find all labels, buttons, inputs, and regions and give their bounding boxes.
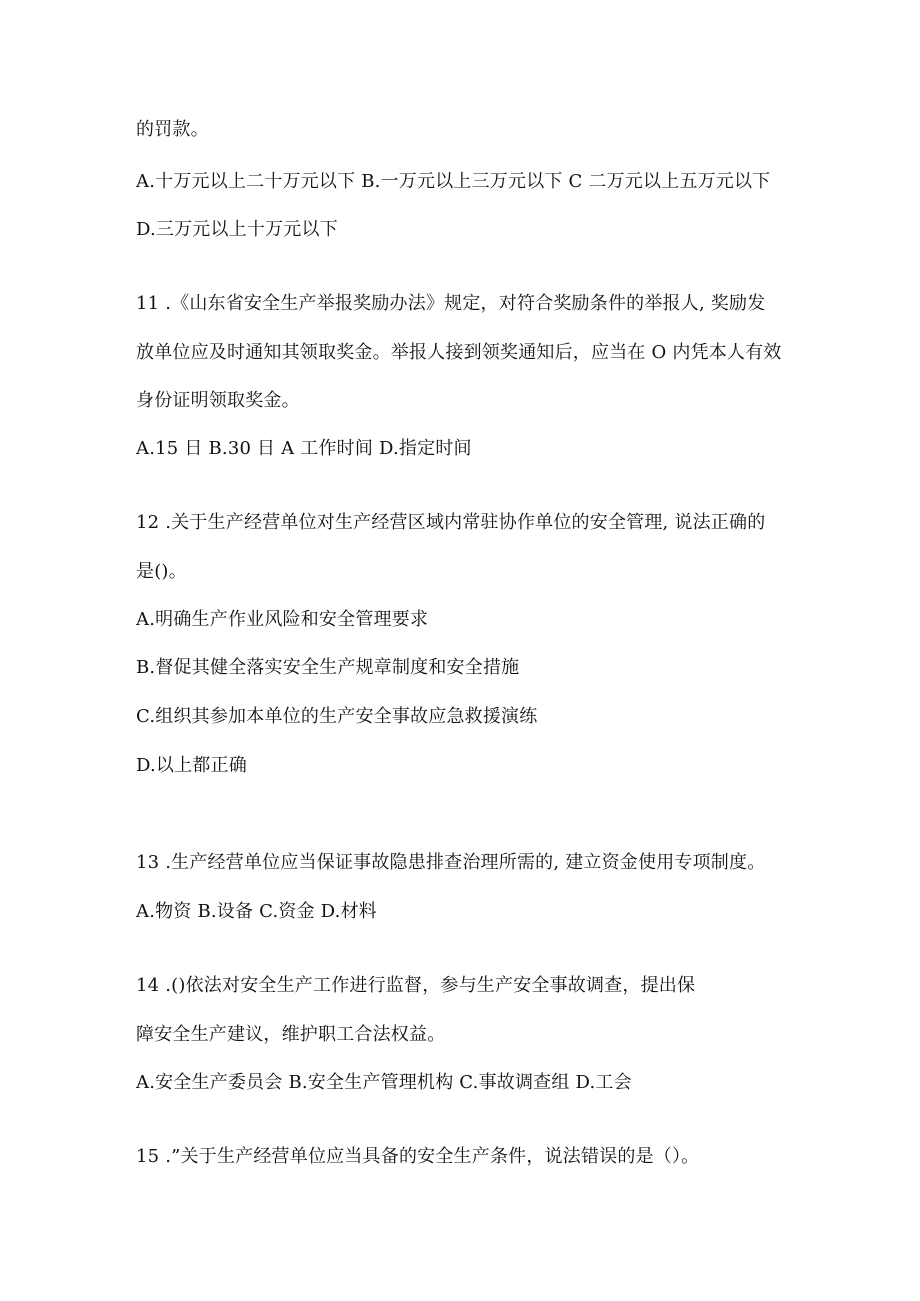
text-line-q12-option-d: D.以上都正确 bbox=[136, 755, 247, 776]
text-line-q10-option-d: D.三万元以上十万元以下 bbox=[136, 219, 338, 240]
text-line-q11-stem-3: 身份证明领取奖金。 bbox=[136, 390, 300, 411]
text-line-q12-stem-1: 12 .关于生产经营单位对生产经营区域内常驻协作单位的安全管理, 说法正确的 bbox=[136, 512, 766, 533]
text-line-q14-options: A.安全生产委员会 B.安全生产管理机构 C.事故调查组 D.工会 bbox=[136, 1072, 632, 1093]
text-line-q12-stem-2: 是()。 bbox=[136, 561, 187, 582]
text-line-penalty-end: 的罚款。 bbox=[136, 119, 209, 140]
text-line-q11-options: A.15 日 B.30 日 A 工作时间 D.指定时间 bbox=[136, 438, 472, 459]
text-line-q12-option-c: C.组织其参加本单位的生产安全事故应急救援演练 bbox=[136, 706, 538, 727]
text-line-q12-option-b: B.督促其健全落实安全生产规章制度和安全措施 bbox=[136, 657, 520, 678]
text-line-q15-stem: 15 .”关于生产经营单位应当具备的安全生产条件，说法错误的是（）。 bbox=[136, 1146, 700, 1167]
text-line-q11-stem-2: 放单位应及时通知其领取奖金。举报人接到领奖通知后，应当在 O 内凭本人有效 bbox=[136, 342, 782, 363]
text-line-q11-stem-1: 11 .《山东省安全生产举报奖励办法》规定，对符合奖励条件的举报人, 奖励发 bbox=[136, 293, 766, 314]
text-line-q14-stem-1: 14 .()依法对安全生产工作进行监督，参与生产安全事故调查，提出保 bbox=[136, 975, 696, 996]
text-line-q10-options-abc: A.十万元以上二十万元以下 B.一万元以上三万元以下 C 二万元以上五万元以下 bbox=[136, 171, 771, 192]
text-line-q13-stem: 13 .生产经营单位应当保证事故隐患排查治理所需的, 建立资金使用专项制度。 bbox=[136, 852, 766, 873]
text-line-q14-stem-2: 障安全生产建议，维护职工合法权益。 bbox=[136, 1024, 446, 1045]
text-line-q13-options: A.物资 B.设备 C.资金 D.材料 bbox=[136, 901, 377, 922]
text-line-q12-option-a: A.明确生产作业风险和安全管理要求 bbox=[136, 609, 429, 630]
